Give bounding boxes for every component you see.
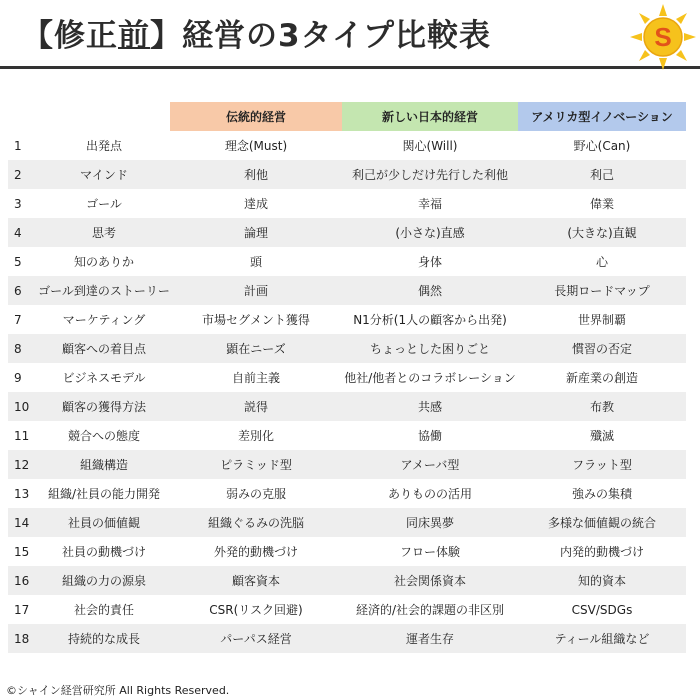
row-item: 社会的責任	[73, 603, 134, 617]
row-item: 競合への態度	[67, 429, 140, 443]
header-traditional: 伝統的経営	[170, 102, 342, 131]
table-row	[8, 305, 686, 334]
header-item	[38, 102, 170, 131]
row-number: 16	[8, 566, 38, 595]
cell-new-japanese: 幸福	[417, 197, 442, 211]
row-item: 社員の価値観	[38, 508, 170, 537]
copyright-footer: ©シャイン経営研究所 All Rights Reserved.	[6, 684, 230, 697]
cell-new-japanese: アメーバ型	[342, 450, 518, 479]
comparison-table	[8, 102, 686, 653]
cell-american: (大きな)直観	[518, 218, 686, 247]
table-row	[8, 334, 686, 363]
row-number: 9	[14, 370, 22, 385]
cell-traditional: ピラミッド型	[170, 450, 342, 479]
cell-new-japanese: 運者生存	[342, 624, 518, 653]
cell-traditional: 利他	[170, 160, 342, 189]
row-number: 14	[8, 508, 38, 537]
cell-american: 利己	[518, 160, 686, 189]
cell-new-japanese: 社会関係資本	[342, 566, 518, 595]
cell-american: 知的資本	[518, 566, 686, 595]
table-row	[8, 131, 686, 160]
cell-new-japanese: N1分析(1人の顧客から出発)	[353, 313, 507, 327]
row-number: 15	[14, 544, 30, 559]
cell-traditional: 説得	[170, 392, 342, 421]
row-item: ゴール到達のストーリー	[38, 276, 170, 305]
cell-new-japanese: 他社/他者とのコラボレーション	[344, 371, 516, 385]
row-number: 12	[8, 450, 38, 479]
cell-new-japanese: 利己が少しだけ先行した利他	[342, 160, 518, 189]
row-number: 4	[8, 218, 38, 247]
cell-american: 慣習の否定	[518, 334, 686, 363]
cell-traditional: パーパス経営	[170, 624, 342, 653]
row-item: 顧客の獲得方法	[38, 392, 170, 421]
sun-logo-icon	[628, 2, 698, 72]
title-rest: 経営の3タイプ比較表	[182, 18, 492, 54]
header-american: アメリカ型イノベーション	[518, 102, 686, 131]
row-item: マインド	[38, 160, 170, 189]
cell-traditional: 弱みの克服	[225, 487, 286, 501]
logo-letter: S	[654, 22, 672, 52]
table-row	[8, 566, 686, 595]
row-number: 8	[8, 334, 38, 363]
cell-new-japanese: 経済的/社会的課題の非区別	[355, 603, 505, 617]
cell-traditional: 理念(Must)	[224, 139, 288, 153]
row-number: 17	[14, 602, 30, 617]
table-row	[8, 276, 686, 305]
table-row	[8, 450, 686, 479]
title-main: 修正	[54, 18, 118, 54]
row-number: 13	[14, 486, 30, 501]
cell-american: ティール組織など	[518, 624, 686, 653]
row-item: 持続的な成長	[38, 624, 170, 653]
cell-traditional: 組織ぐるみの洗脳	[170, 508, 342, 537]
page-title	[22, 10, 491, 55]
cell-new-japanese: 同床異夢	[342, 508, 518, 537]
row-number: 3	[14, 196, 22, 211]
title-bracket-close: 】	[150, 18, 182, 54]
row-item: 組織構造	[38, 450, 170, 479]
table-row	[8, 160, 686, 189]
cell-american: 偉業	[589, 197, 614, 211]
row-item: 思考	[38, 218, 170, 247]
row-number: 5	[14, 254, 22, 269]
table-row	[8, 508, 686, 537]
cell-traditional: 外発的動機づけ	[213, 545, 298, 559]
cell-american: フラット型	[518, 450, 686, 479]
table-row	[8, 479, 686, 508]
cell-traditional: 論理	[170, 218, 342, 247]
row-item: 顧客への着目点	[38, 334, 170, 363]
header-new-japanese: 新しい日本的経営	[342, 102, 518, 131]
cell-american: 布教	[518, 392, 686, 421]
table-row	[8, 218, 686, 247]
cell-american: 内発的動機づけ	[559, 545, 644, 559]
cell-american: CSV/SDGs	[571, 602, 633, 617]
cell-traditional: 達成	[243, 197, 268, 211]
row-number: 7	[14, 312, 22, 327]
row-item: 出発点	[85, 139, 122, 153]
cell-new-japanese: フロー体験	[399, 545, 460, 559]
row-item: ゴール	[86, 197, 122, 211]
table-row	[8, 392, 686, 421]
cell-american: 強みの集積	[571, 487, 632, 501]
row-item: 組織/社員の能力開発	[47, 487, 161, 501]
row-item: ビジネスモデル	[62, 371, 146, 385]
table-row	[8, 363, 686, 392]
cell-american: 野心(Can)	[573, 139, 631, 153]
title-bracket-open: 【	[22, 18, 54, 54]
cell-new-japanese: ちょっとした困りごと	[342, 334, 518, 363]
table-row	[8, 421, 686, 450]
row-number: 10	[8, 392, 38, 421]
cell-american: 殲滅	[589, 429, 614, 443]
cell-traditional: 頭	[249, 255, 262, 269]
cell-american: 長期ロードマップ	[518, 276, 686, 305]
cell-new-japanese: ありものの活用	[387, 487, 472, 501]
cell-traditional: 自前主義	[231, 371, 280, 385]
row-number: 1	[14, 138, 22, 153]
cell-new-japanese: 協働	[417, 429, 442, 443]
cell-new-japanese: 身体	[417, 255, 442, 269]
title-divider	[0, 66, 700, 69]
cell-traditional: 計画	[170, 276, 342, 305]
row-number: 2	[8, 160, 38, 189]
table-row	[8, 247, 686, 276]
row-item: 知のありか	[73, 255, 134, 269]
cell-american: 新産業の創造	[565, 371, 638, 385]
cell-new-japanese: 偶然	[342, 276, 518, 305]
cell-traditional: 顧客資本	[170, 566, 342, 595]
row-number: 18	[8, 624, 38, 653]
cell-traditional: 市場セグメント獲得	[202, 313, 310, 327]
cell-traditional: 差別化	[237, 429, 274, 443]
row-item: 組織の力の源泉	[38, 566, 170, 595]
row-item: 社員の動機づけ	[61, 545, 146, 559]
header-number	[8, 102, 38, 131]
table-header-row	[8, 102, 686, 131]
row-number: 11	[14, 428, 30, 443]
cell-american: 世界制覇	[577, 313, 626, 327]
cell-traditional: 顕在ニーズ	[170, 334, 342, 363]
row-item: マーケティング	[62, 313, 146, 327]
table-row	[8, 537, 686, 566]
table-row	[8, 624, 686, 653]
cell-american: 多様な価値観の統合	[518, 508, 686, 537]
cell-american: 心	[595, 255, 608, 269]
table-row	[8, 595, 686, 624]
cell-traditional: CSR(リスク回避)	[209, 603, 303, 617]
cell-new-japanese: 共感	[342, 392, 518, 421]
title-underlined: 前	[118, 18, 150, 54]
cell-new-japanese: (小さな)直感	[342, 218, 518, 247]
row-number: 6	[8, 276, 38, 305]
table-row	[8, 189, 686, 218]
cell-new-japanese: 関心(Will)	[402, 139, 458, 153]
